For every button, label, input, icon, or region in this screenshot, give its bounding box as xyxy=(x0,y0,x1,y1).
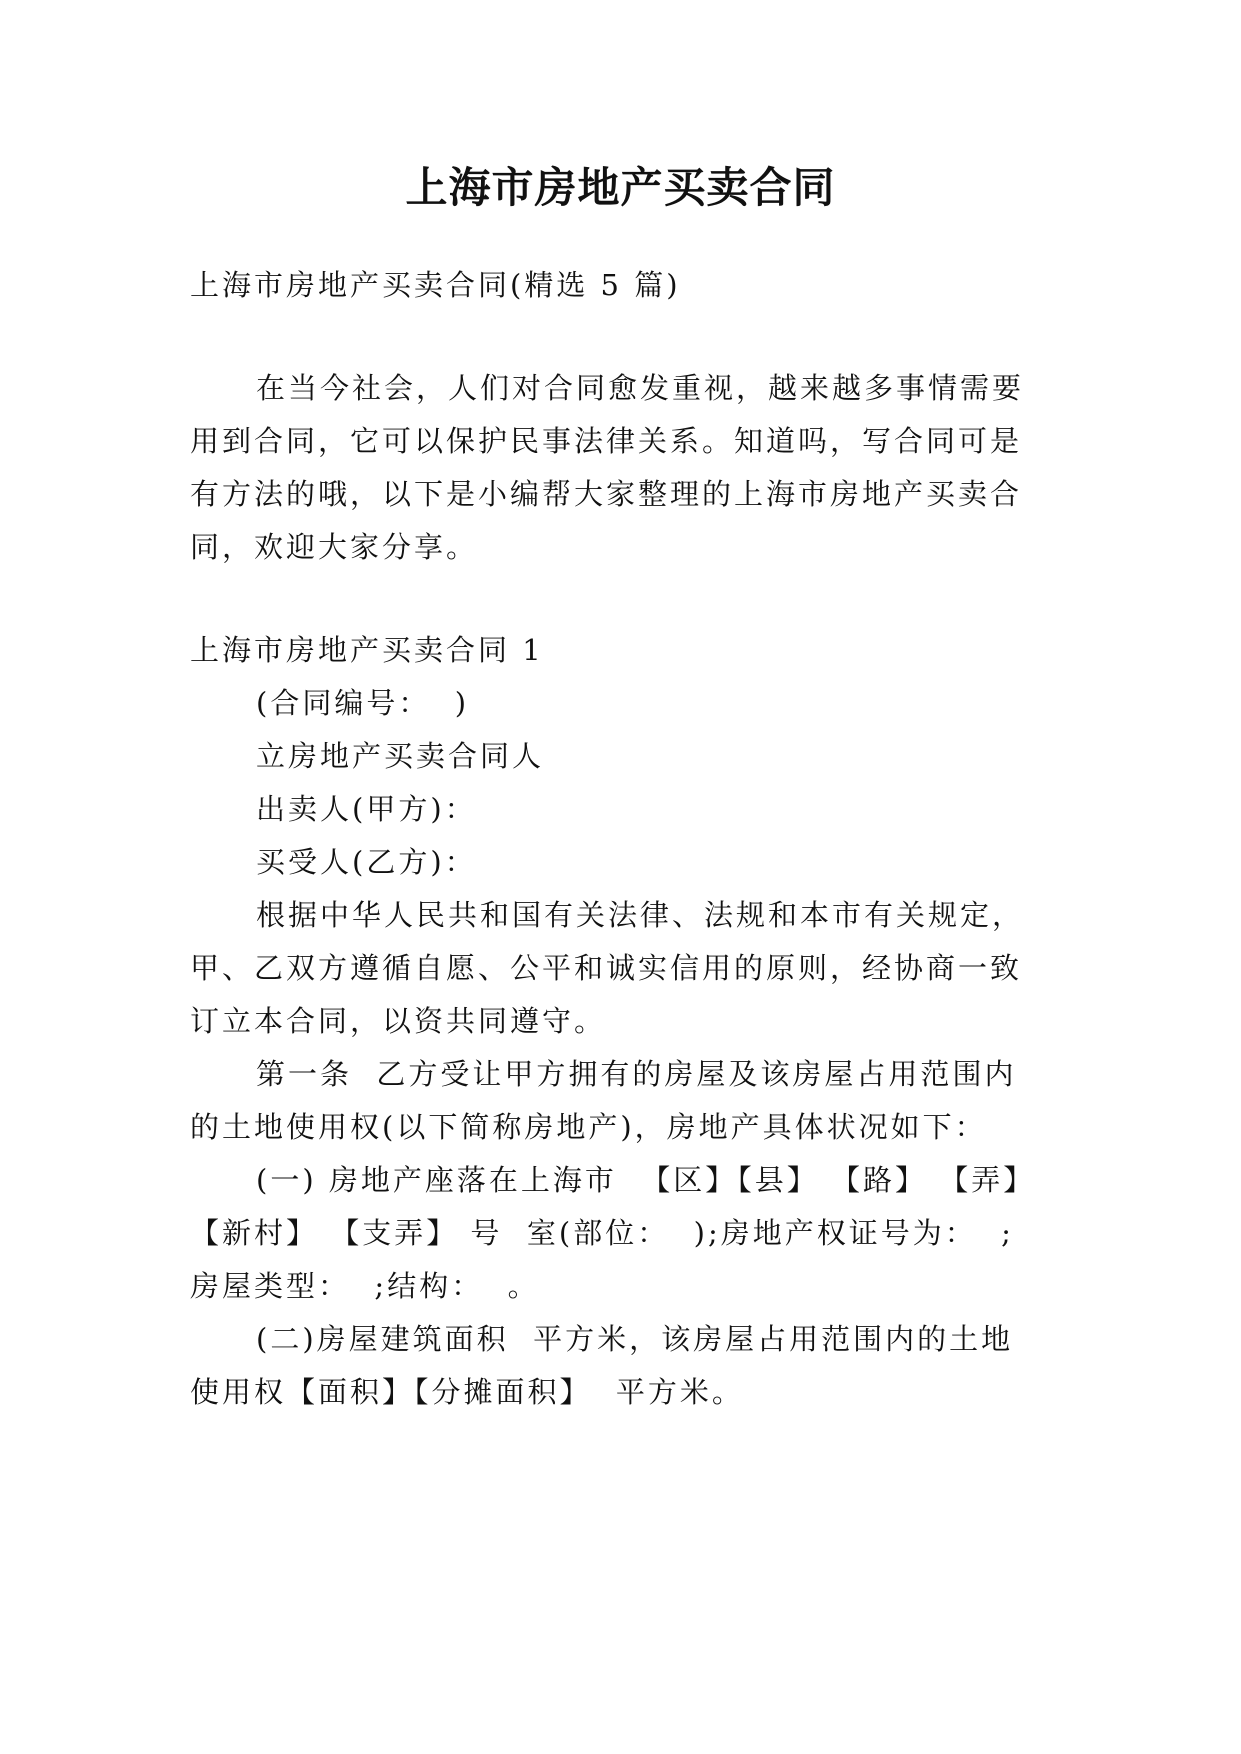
preamble-line-1: 根据中华人民共和国有关法律、法规和本市有关规定， xyxy=(256,898,1025,932)
preamble-line-2: 甲、乙双方遵循自愿、公平和诚实信用的原则，经协商一致 xyxy=(190,951,1023,985)
article1-line-2: 的土地使用权(以下简称房地产)，房地产具体状况如下： xyxy=(190,1110,987,1144)
section-heading: 上海市房地产买卖合同 1 xyxy=(190,633,544,667)
item1-line-3: 房屋类型： ;结构： 。 xyxy=(190,1269,540,1303)
intro-line-2: 用到合同，它可以保护民事法律关系。知道吗，写合同可是 xyxy=(190,424,1023,458)
item1-line-1: (一) 房地产座落在上海市 【区】【县】 【路】 【弄】 xyxy=(256,1163,1036,1197)
buyer-line: 买受人(乙方)： xyxy=(256,845,477,879)
seller-line: 出卖人(甲方)： xyxy=(256,792,477,826)
contract-number: (合同编号： ) xyxy=(256,686,470,720)
item1-line-2: 【新村】 【支弄】 号 室(部位： );房地产权证号为： ; xyxy=(190,1216,1014,1250)
document-subtitle: 上海市房地产买卖合同(精选 5 篇) xyxy=(190,268,681,302)
item2-line-2: 使用权【面积】【分摊面积】 平方米。 xyxy=(190,1375,744,1409)
document-title: 上海市房地产买卖合同 xyxy=(405,163,836,212)
article1-line-1: 第一条 乙方受让甲方拥有的房屋及该房屋占用范围内 xyxy=(256,1057,1017,1091)
parties-heading: 立房地产买卖合同人 xyxy=(256,739,545,773)
preamble-line-3: 订立本合同，以资共同遵守。 xyxy=(190,1004,607,1038)
item2-line-1: (二)房屋建筑面积 平方米，该房屋占用范围内的土地 xyxy=(256,1322,1014,1356)
intro-line-4: 同，欢迎大家分享。 xyxy=(190,530,479,564)
intro-line-3: 有方法的哦，以下是小编帮大家整理的上海市房地产买卖合 xyxy=(190,477,1023,511)
intro-line-1: 在当今社会，人们对合同愈发重视，越来越多事情需要 xyxy=(256,371,1025,405)
